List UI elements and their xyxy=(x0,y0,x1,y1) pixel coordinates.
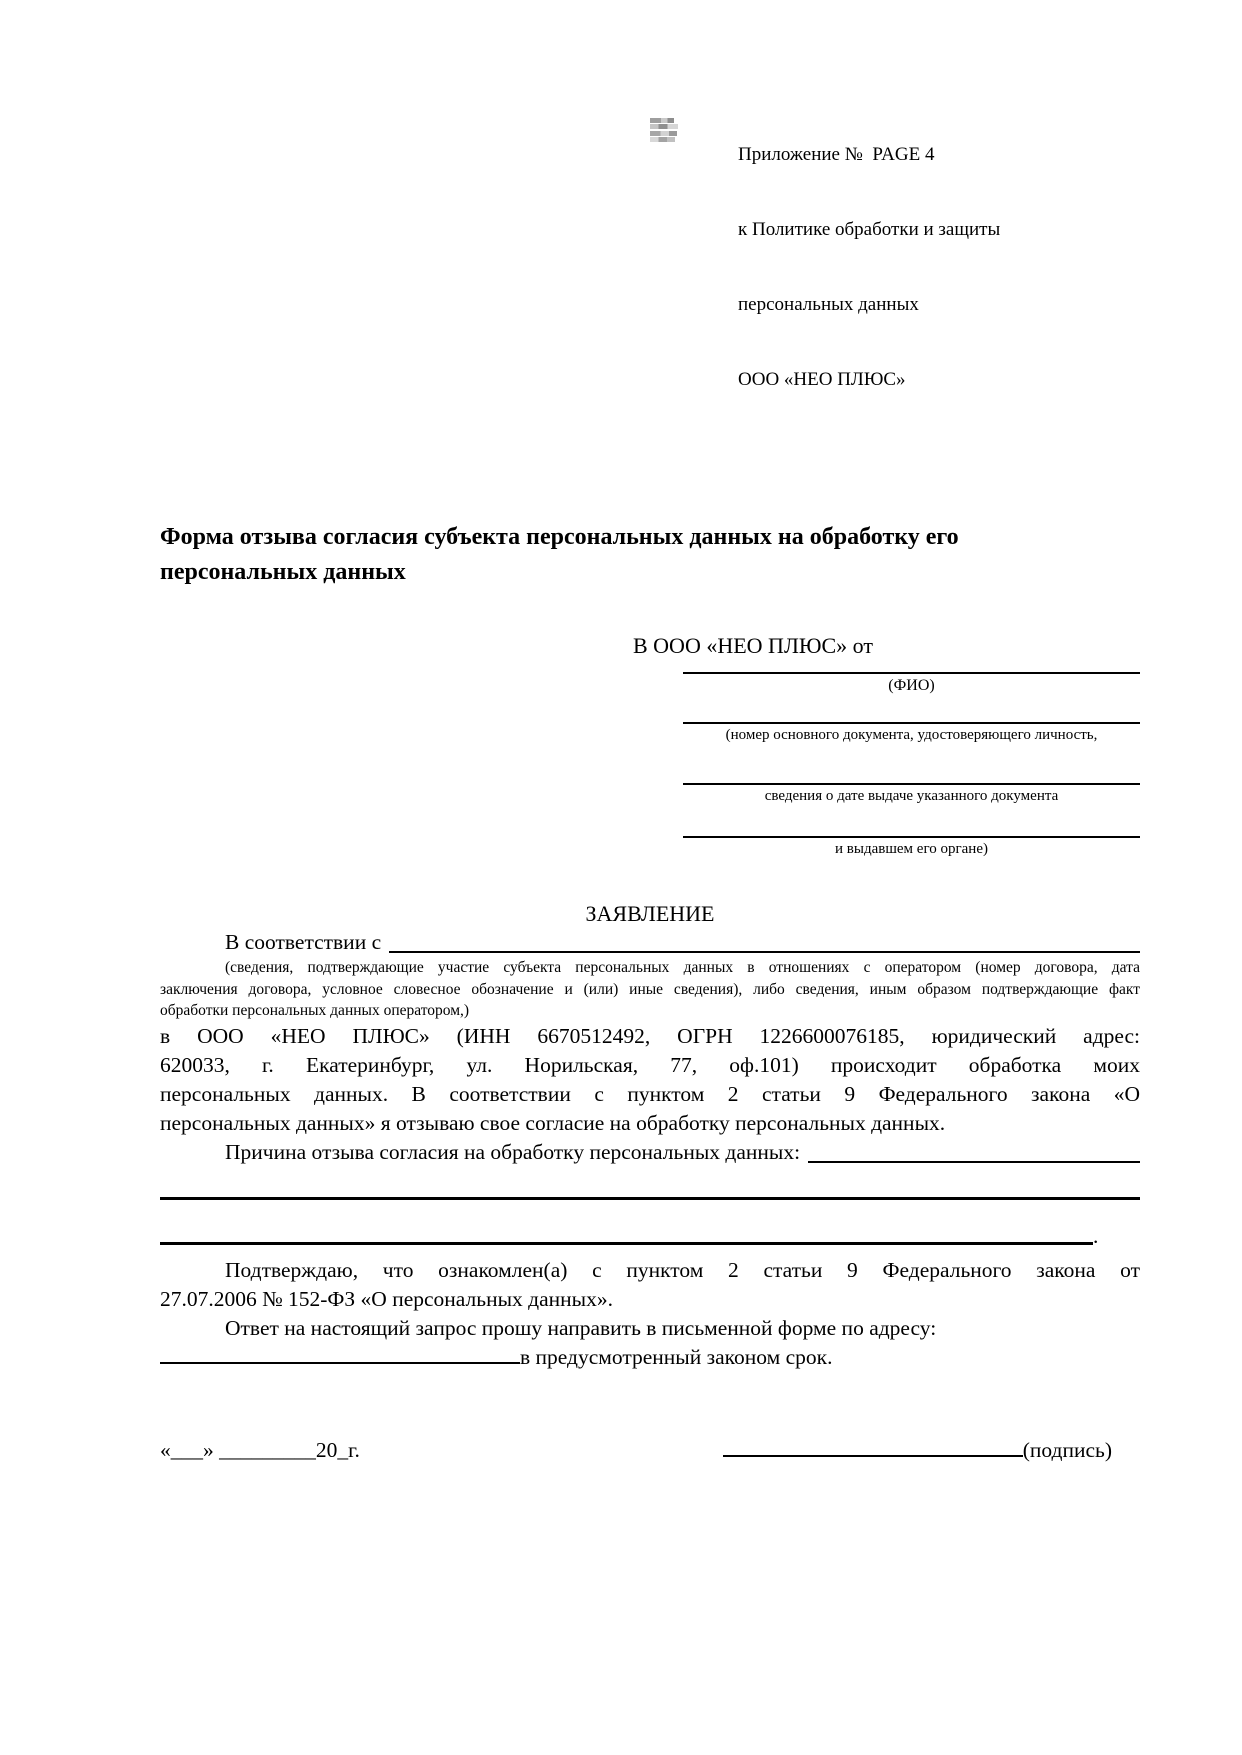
body-line-1: в ООО «НЕО ПЛЮС» (ИНН 6670512492, ОГРН 1226600076185, юридический адрес: xyxy=(160,1023,1140,1048)
reason-blank-line-3 xyxy=(160,1224,1140,1249)
statement-heading: ЗАЯВЛЕНИЕ xyxy=(585,901,715,926)
intro-row xyxy=(160,928,1140,957)
reply-tail: в предусмотренный законом срок. xyxy=(520,1344,833,1369)
address-blank-line[interactable] xyxy=(160,1360,520,1364)
body-line-3: персональных данных. В соответствии с пунктом 2 статьи 9 Федерального закона «О xyxy=(160,1081,1140,1106)
reason-row xyxy=(160,1138,1140,1167)
document-number-caption: (номер основного документа, удостоверяющего личность, xyxy=(725,727,1098,743)
basis-blank-line[interactable] xyxy=(389,951,1140,953)
issue-date-caption: сведения о дате выдаче указанного документа xyxy=(764,788,1059,804)
header-line-personal-data: персональных данных xyxy=(738,294,919,315)
body-paragraph xyxy=(160,1022,1140,1138)
addressee-fields xyxy=(683,672,1140,859)
fine-print-note xyxy=(160,957,1140,1022)
reply-address-row xyxy=(160,1343,1140,1372)
date-blank[interactable]: «___» _________20_г. xyxy=(160,1437,360,1462)
header-line-appendix: Приложение № PAGE 4 xyxy=(738,144,935,165)
header-line-policy: к Политике обработки и защиты xyxy=(738,219,1001,240)
confirm-line-1: Подтверждаю, что ознакомлен(а) с пунктом 2 статьи 9 Федерального закона от xyxy=(225,1257,1140,1282)
reply-line: Ответ на настоящий запрос прошу направить в письменной форме по адресу: xyxy=(225,1315,937,1340)
issuer-caption: и выдавшем его органе) xyxy=(835,841,988,857)
signature-caption: (подпись) xyxy=(1022,1437,1112,1462)
fine-print-line-1: (сведения, подтверждающие участие субъекта персональных данных в отношениях с оператором (номер договора, дата xyxy=(225,959,1140,976)
fio-caption: (ФИО) xyxy=(888,677,935,694)
body-line-2: 620033, г. Екатеринбург, ул. Норильская, 77, оф.101) происходит обработка моих xyxy=(160,1052,1140,1077)
fine-print-line-2: заключения договора, условное словесное обозначение и (или) иные сведения), либо сведения, иным образом подтверждающие факт xyxy=(160,980,1140,998)
fine-print-line-3: обработки персональных данных оператором,) xyxy=(160,1002,470,1019)
blurred-text-artifact xyxy=(650,118,678,142)
signature-group xyxy=(723,1436,1140,1465)
reason-blank-line-2[interactable] xyxy=(160,1197,1140,1200)
confirm-paragraph xyxy=(160,1256,1140,1314)
reason-lead: Причина отзыва согласия на обработку персональных данных: xyxy=(225,1139,801,1164)
body-line-4: персональных данных» я отзываю свое согласие на обработку персональных данных. xyxy=(160,1110,946,1135)
reason-blank-line-1[interactable] xyxy=(808,1161,1140,1163)
addressee-lead: В ООО «НЕО ПЛЮС» от xyxy=(633,633,873,658)
date-signature-row xyxy=(160,1436,1140,1465)
document-title xyxy=(160,520,1140,590)
header-requisites xyxy=(738,0,1140,442)
reason-blank-line-3-rule[interactable] xyxy=(160,1242,1093,1245)
intro-lead: В соответствии с xyxy=(225,930,382,954)
header-line-company: ООО «НЕО ПЛЮС» xyxy=(738,369,906,390)
title-line-1: Форма отзыва согласия субъекта персональных данных на обработку его xyxy=(160,524,959,550)
confirm-line-2: 27.07.2006 № 152-ФЗ «О персональных данных». xyxy=(160,1286,613,1311)
title-line-2: персональных данных xyxy=(160,559,406,585)
signature-blank-line[interactable] xyxy=(723,1453,1023,1457)
sentence-period: . xyxy=(1093,1223,1099,1248)
